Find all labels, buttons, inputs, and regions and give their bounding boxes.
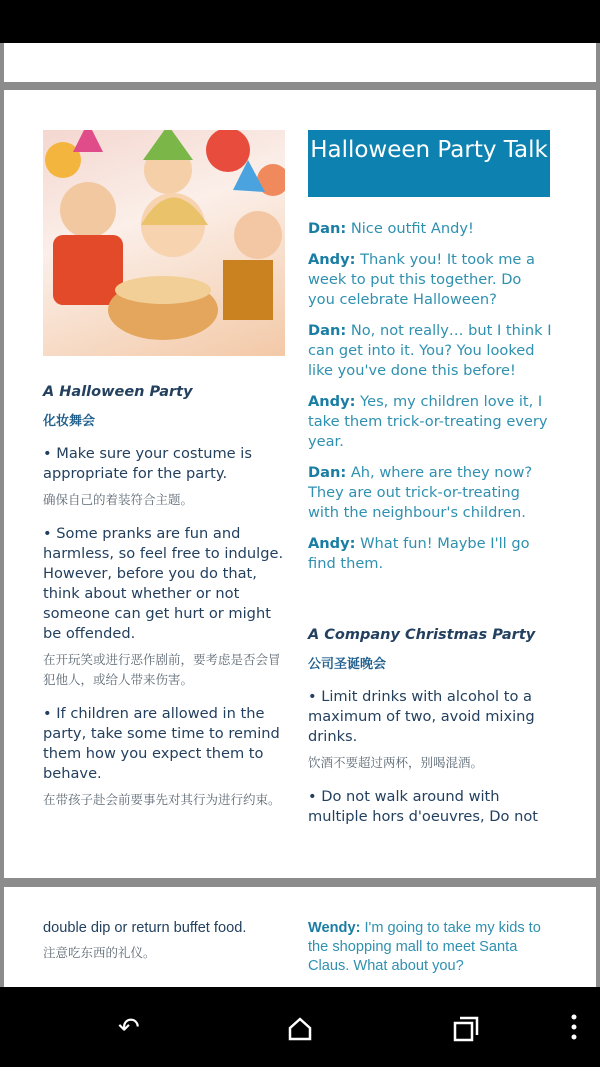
tip-text-zh: 确保自己的着装符合主题。 [43, 492, 194, 507]
tip-text-zh: 在开玩笑或进行恶作剧前，要考虑是否会冒犯他人，或给人带来伤害。 [43, 652, 281, 687]
party-children-photo [43, 130, 285, 356]
page [4, 90, 596, 878]
recent-apps-icon[interactable] [453, 1016, 479, 1042]
tip-text: double dip or return buffet food. [43, 920, 247, 936]
tip-text: • Limit drinks with alcohol to a maximum of two, avoid mixing drinks. [308, 688, 535, 745]
dialogue-line: Dan: Ah, where are they now? They are out trick-or-treating with the neighbour's children. [308, 464, 533, 521]
section-title: A Company Christmas Party [308, 627, 536, 643]
section-header: Halloween Party Talk [308, 130, 550, 197]
tip-text: • Do not walk around with multiple hors d'oeuvres, Do not [308, 788, 538, 825]
tip-text-zh: 在带孩子赴会前要事先对其行为进行约束。 [43, 792, 281, 807]
previous-page [4, 43, 596, 82]
dialogue-line: Andy: What fun! Maybe I'll go find them. [308, 535, 530, 572]
dialogue-line: Dan: Nice outfit Andy! [308, 220, 474, 237]
continued-tip [43, 919, 287, 977]
status-bar [0, 0, 600, 43]
navigation-bar [0, 987, 600, 1067]
dialogue-line: Dan: No, not really… but I think I can get into it. You? You looked like you've done this before! [308, 322, 552, 379]
section-title: A Halloween Party [43, 384, 193, 400]
dialogue-line: Andy: Thank you! It took me a week to put this together. Do you celebrate Halloween? [308, 251, 535, 308]
section-title-zh: 公司圣诞晚会 [308, 657, 387, 672]
tip-text-zh: 注意吃东西的礼仪。 [43, 946, 156, 960]
more-options-icon[interactable] [568, 1013, 580, 1043]
next-page [4, 887, 596, 997]
tip-text-zh: 饮酒不要超过两杯，别喝混酒。 [308, 755, 484, 770]
halloween-party-section [43, 382, 287, 824]
christmas-party-section [308, 625, 552, 827]
home-icon[interactable] [287, 1016, 313, 1042]
dialogue [308, 219, 552, 585]
section-title-zh: 化妆舞会 [43, 414, 96, 429]
dialogue-line: Andy: Yes, my children love it, I take them trick-or-treating every year. [308, 393, 548, 450]
tip-text: • Make sure your costume is appropriate for the party. [43, 445, 252, 482]
back-icon[interactable]: ↶ [118, 1013, 140, 1043]
party-photo-illustration [43, 130, 285, 356]
tip-text: • If children are allowed in the party, take some time to remind them how you expect them to behave. [43, 705, 280, 782]
dialogue [308, 919, 552, 987]
dialogue-line: Wendy: I'm going to take my kids to the shopping mall to meet Santa Claus. What about you? [308, 920, 541, 974]
tip-text: • Some pranks are fun and harmless, so feel free to indulge. However, before you do that, think about whether or not someone can get hurt or might be offended. [43, 525, 284, 642]
